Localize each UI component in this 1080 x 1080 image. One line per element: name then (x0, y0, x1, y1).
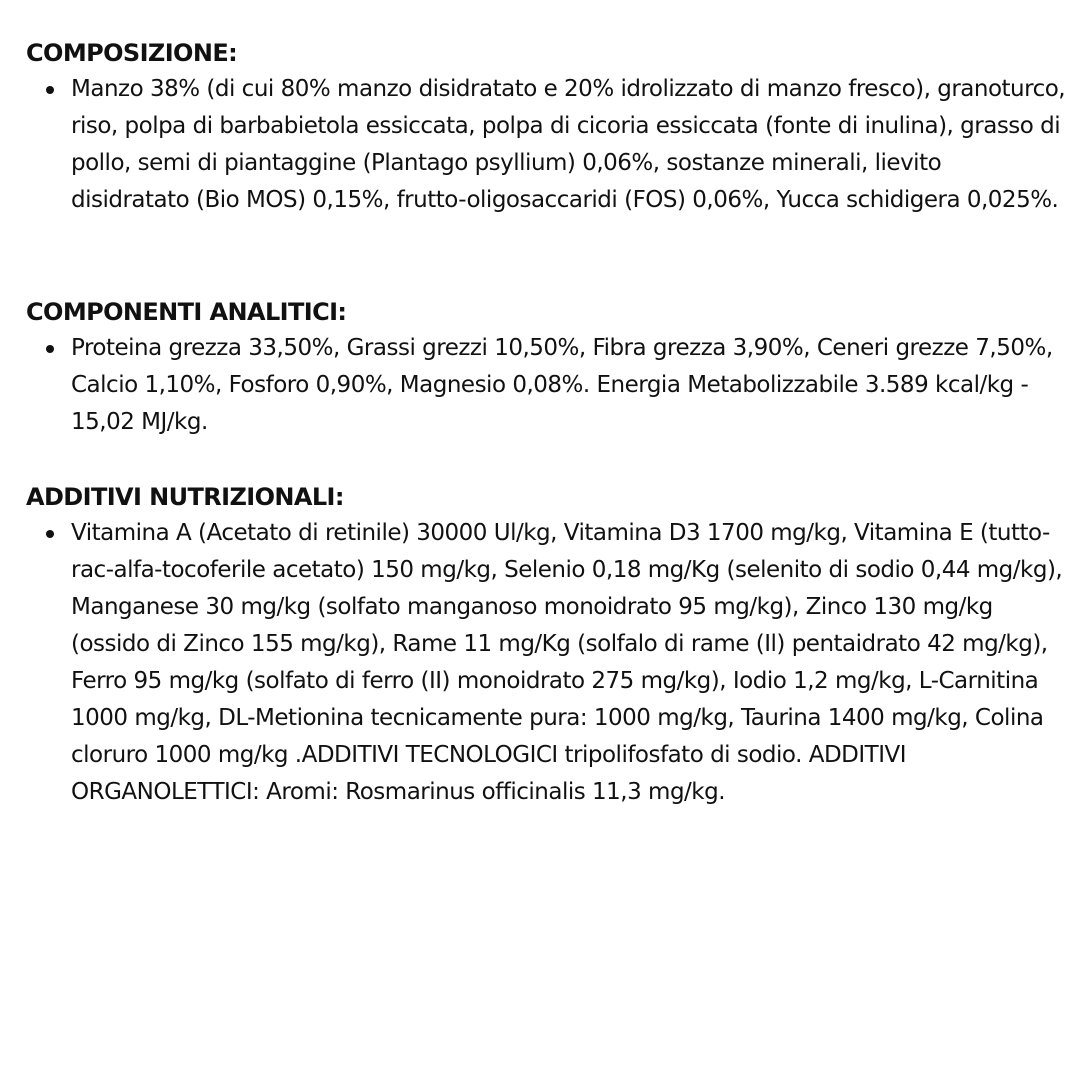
list-item-additivi-nutrizionali (71, 515, 1066, 811)
section-composizione (26, 38, 1066, 219)
bullet-dot-icon (46, 86, 54, 94)
section-heading-additivi-nutrizionali: ADDITIVI NUTRIZIONALI: (26, 483, 344, 511)
section-heading-composizione: COMPOSIZIONE: (26, 39, 238, 67)
list-item-composizione (71, 71, 1066, 219)
list-item-text-composizione: Manzo 38% (di cui 80% manzo disidratato e 20% idrolizzato di manzo fresco), granoturco, riso, polpa di barbabietola essiccata, polpa di cicoria essiccata (fonte di inulina), grasso di pollo, semi di piantaggine (Plantago psyllium) 0,06%, sostanze minerali, lievito disidratato (Bio MOS) 0,15%, frutto-oligosaccaridi (FOS) 0,06%, Yucca schidigera 0,025%. (71, 76, 1066, 213)
list-item-text-componenti-analitici: Proteina grezza 33,50%, Grassi grezzi 10,50%, Fibra grezza 3,90%, Ceneri grezze 7,50%, Calcio 1,10%, Fosforo 0,90%, Magnesio 0,08%. Energia Metabolizzabile 3.589 kcal/kg - 15,02 MJ/kg. (71, 335, 1053, 435)
bullet-list-additivi-nutrizionali (26, 515, 1066, 811)
bullet-dot-icon (46, 345, 54, 353)
bullet-list-composizione (26, 71, 1066, 219)
section-componenti-analitici (26, 297, 1066, 441)
section-additivi-nutrizionali (26, 482, 1066, 811)
bullet-list-componenti-analitici (26, 330, 1066, 441)
list-item-componenti-analitici (71, 330, 1066, 441)
bullet-dot-icon (46, 530, 54, 538)
section-heading-componenti-analitici: COMPONENTI ANALITICI: (26, 298, 347, 326)
list-item-text-additivi-nutrizionali: Vitamina A (Acetato di retinile) 30000 Ul/kg, Vitamina D3 1700 mg/kg, Vitamina E (tutto-rac-alfa-tocoferile acetato) 150 mg/kg, Selenio 0,18 mg/Kg (selenito di sodio 0,44 mg/kg), Manganese 30 mg/kg (solfato manganoso monoidrato 95 mg/kg), Zinco 130 mg/kg (ossido di Zinco 155 mg/kg), Rame 11 mg/Kg (solfalo di rame (Il) pentaidrato 42 mg/kg), Ferro 95 mg/kg (solfato di ferro (II) monoidrato 275 mg/kg), Iodio 1,2 mg/kg, L-Carnitina 1000 mg/kg, DL-Metionina tecnicamente pura: 1000 mg/kg, Taurina 1400 mg/kg, Colina cloruro 1000 mg/kg .ADDITIVI TECNOLOGICI tripolifosfato di sodio. ADDITIVI ORGANOLETTICI: Aromi: Rosmarinus officinalis 11,3 mg/kg. (71, 520, 1063, 805)
